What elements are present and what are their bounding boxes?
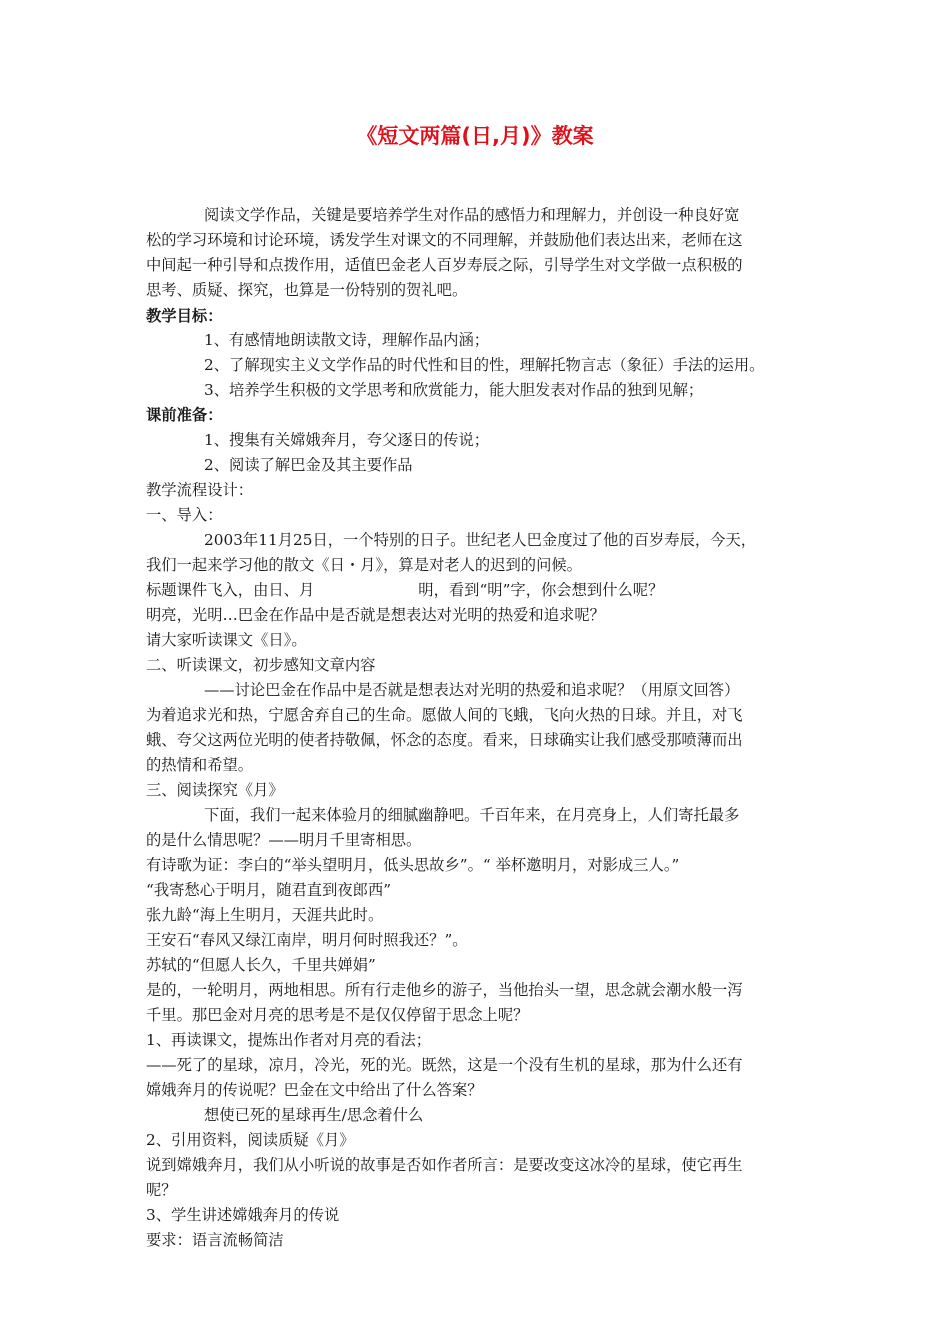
paragraph-line: 下面，我们一起来体验月的细腻幽静吧。千百年来，在月亮身上，人们寄托最多 [204, 806, 740, 824]
paragraph-line: 苏轼的“但愿人长久，千里共婵娟” [146, 956, 376, 974]
list-item: 1、有感情地朗读散文诗，理解作品内涵； [204, 331, 490, 349]
paragraph-line: 要求：语言流畅简洁 [146, 1231, 284, 1249]
paragraph-line: 教学流程设计： [146, 481, 254, 499]
paragraph-line: 1、再读课文，提炼出作者对月亮的看法； [146, 1031, 432, 1049]
paragraph-line: 2003年11月25日，一个特别的日子。世纪老人巴金度过了他的百岁寿辰，今天， [204, 531, 757, 549]
paragraph-line: ——死了的星球，凉月，冷光，死的光。既然，这是一个没有生机的星球，那为什么还有 [146, 1056, 743, 1074]
section-heading: 一、导入： [146, 506, 223, 524]
paragraph-line: 千里。那巴金对月亮的思考是不是仅仅停留于思念上呢？ [146, 1006, 529, 1024]
paragraph-line: 张九龄“海上生明月，天涯共此时。 [146, 906, 384, 924]
paragraph-line: 王安石“春风又绿江南岸，明月何时照我还？”。 [146, 931, 468, 949]
paragraph-line: 2、引用资料，阅读质疑《月》 [146, 1131, 355, 1149]
paragraph-line: 的热情和希望。 [146, 756, 254, 774]
paragraph-line: 请大家听读课文《日》。 [146, 631, 307, 649]
list-item: 3、培养学生积极的文学思考和欣赏能力，能大胆发表对作品的独到见解； [204, 381, 704, 399]
paragraph-line: 我们一起来学习他的散文《日・月》，算是对老人的迟到的问候。 [146, 556, 582, 574]
section-heading: 二、听读课文，初步感知文章内容 [146, 656, 376, 674]
section-heading: 教学目标： [146, 307, 223, 325]
paragraph-line: ——讨论巴金在作品中是否就是想表达对光明的热爱和追求呢？（用原文回答） [204, 681, 740, 699]
paragraph-line: 嫦娥奔月的传说呢？巴金在文中给出了什么答案？ [146, 1081, 483, 1099]
paragraph-line: 呢？ [146, 1181, 177, 1199]
list-item: 1、搜集有关嫦娥奔月，夸父逐日的传说； [204, 431, 490, 449]
list-item: 2、阅读了解巴金及其主要作品 [204, 456, 413, 474]
paragraph-line: 的是什么情思呢？——明月千里寄相思。 [146, 831, 422, 849]
paragraph-line: 说到嫦娥奔月，我们从小听说的故事是否如作者所言：是要改变这冰冷的星球，使它再生 [146, 1156, 743, 1174]
paragraph-line: 蛾、夸父这两位光明的使者持敬佩，怀念的态度。看来，日球确实让我们感受那喷薄而出 [146, 731, 743, 749]
paragraph-line: “我寄愁心于明月，随君直到夜郎西” [146, 881, 392, 899]
paragraph-line: 松的学习环境和讨论环境，诱发学生对课文的不同理解，并鼓励他们表达出来，老师在这 [146, 231, 743, 249]
document-title: 《短文两篇(日,月)》教案 [356, 124, 594, 148]
paragraph-line: 阅读文学作品，关键是要培养学生对作品的感悟力和理解力，并创设一种良好宽 [204, 206, 740, 224]
line-end: 明，看到“明”字，你会想到什么呢？ [418, 581, 664, 599]
paragraph-line: 思考、质疑、探究，也算是一份特别的贺礼吧。 [146, 281, 468, 299]
paragraph-line: 明亮，光明…巴金在作品中是否就是想表达对光明的热爱和追求呢？ [146, 606, 605, 624]
list-item: 2、了解现实主义文学作品的时代性和目的性，理解托物言志（象征）手法的运用。 [204, 356, 765, 374]
section-heading: 课前准备： [146, 406, 223, 424]
paragraph-line: 3、学生讲述嫦娥奔月的传说 [146, 1206, 340, 1224]
paragraph-line [146, 579, 663, 601]
paragraph-line: 有诗歌为证：李白的“举头望明月，低头思故乡”。“ 举杯邀明月，对影成三人。” [146, 856, 680, 874]
paragraph-line: 是的，一轮明月，两地相思。所有行走他乡的游子，当他抬头一望，思念就会潮水般一泻 [146, 981, 743, 999]
line-start: 标题课件飞入，由日、月 [146, 581, 315, 599]
section-heading: 三、阅读探究《月》 [146, 781, 284, 799]
paragraph-line: 中间起一种引导和点拨作用，适值巴金老人百岁寿辰之际，引导学生对文学做一点积极的 [146, 256, 743, 274]
paragraph-line: 想使已死的星球再生/思念着什么 [204, 1106, 424, 1124]
paragraph-line: 为着追求光和热，宁愿舍弃自己的生命。愿做人间的飞蛾，飞向火热的日球。并且，对飞 [146, 706, 743, 724]
